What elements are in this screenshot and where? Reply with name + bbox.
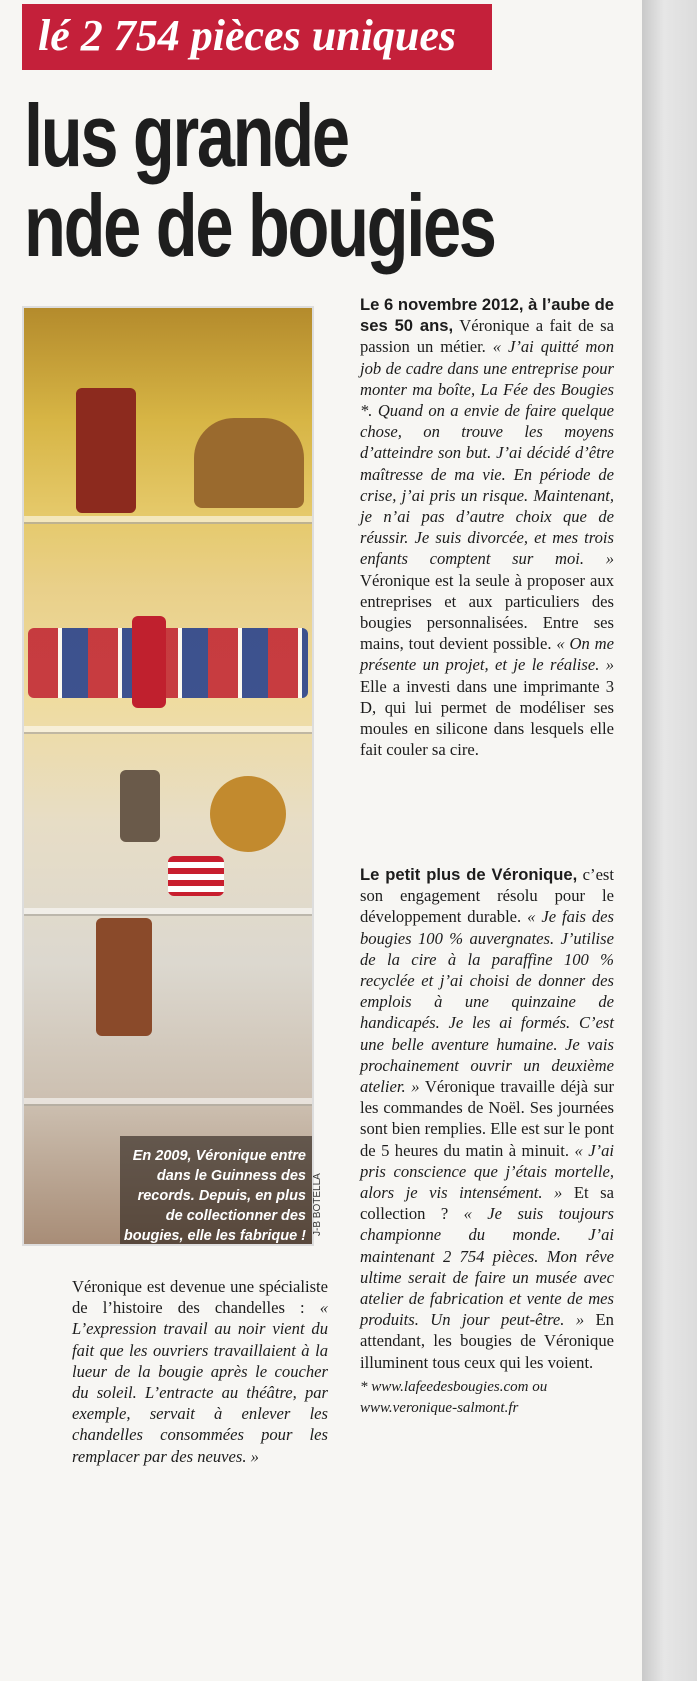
glass-shelf — [24, 726, 312, 734]
kicker-text: lé 2 754 pièces uniques — [38, 11, 456, 60]
article-column-right-top — [360, 294, 614, 760]
quote-text: « On me présente un projet, et je le réalise. » — [360, 634, 614, 675]
us-flag-candle — [168, 856, 224, 896]
page-edge — [642, 0, 697, 1681]
article-column-left-bottom — [72, 1276, 328, 1467]
article-column-right-bottom — [360, 864, 614, 1419]
quote-text: « Je fais des bougies 100 % auvergnates. J’utilise de la cire à la paraffine 100 % recyclée et j’ai choisi de donner des emplois à une quinzaine de handicapés. Je les ai formés. C’est une belle aventure humaine. Je vais prochainement ouvrir un deuxième atelier. » — [360, 907, 614, 1097]
headline-line-2: nde de bougies — [24, 176, 495, 275]
quote-text: « Je suis toujours championne du monde. J’ai maintenant 2 754 pièces. Mon rêve ultime serait de faire un musée avec atelier de fabrication et vente de mes produits. Un jour peut-être. » — [360, 1204, 614, 1330]
paragraph-text: Elle a investi dans une imprimante 3 D, qui lui permet de modéliser ses moules en silicone dans lesquels elle fait couler sa cire. — [360, 676, 614, 760]
article-paragraph-3 — [72, 1276, 328, 1467]
quote-text: « L’expression travail au noir vient du fait que les ouvriers travaillaient à la lueur de la bougie après le coucher du soleil. L’entracte au théâtre, par exemple, servait à enlever les chandelles consommées pour les remplacer par des neuves. » — [72, 1298, 328, 1466]
tower-candle — [96, 918, 152, 1036]
phone-box-candle — [132, 616, 166, 708]
glass-shelf — [24, 908, 312, 916]
paragraph-lead: Le 6 novembre 2012, à l’aube de ses 50 ans, — [360, 295, 614, 336]
paragraph-text: c’est son engagement résolu pour le développement durable. — [360, 865, 614, 927]
glass-shelf — [24, 516, 312, 524]
tin-candle — [120, 770, 160, 842]
paragraph-text: Et sa collection ? — [360, 1183, 614, 1224]
photo-caption: En 2009, Véronique entre dans le Guinness des records. Depuis, en plus de collectionner des bougies, elle les fabrique ! — [123, 1148, 306, 1244]
article-paragraph-2 — [360, 864, 614, 1373]
article-paragraph-1 — [360, 294, 614, 760]
union-jack-candles — [28, 628, 308, 698]
globe-candle — [210, 776, 286, 852]
quote-text: « J’ai quitté mon job de cadre dans une entreprise pour monter ma boîte, La Fée des Bougies *. Quand on a envie de faire quelque chose, on trouve les moyens d’atteindre son but. J’ai décidé d’être maîtresse de ma vie. En période de crise, j’ai pris un risque. Maintenant, je n’ai pas d’autre choix que de réussir. Je suis divorcée, et mes trois enfants comptent sur moi. » — [360, 337, 614, 569]
candle-collection-photo — [22, 306, 314, 1246]
paragraph-text: Véronique est la seule à proposer aux entreprises et aux particuliers des bougies personnalisées. Entre ses mains, tout devient possible. — [360, 570, 614, 654]
headline-line-1: lus grande — [24, 86, 348, 185]
hat-candle — [194, 418, 304, 508]
paragraph-text: Véronique a fait de sa passion un métier. — [360, 316, 614, 357]
footnote: * www.lafeedesbougies.com ou www.veronique-salmont.fr — [360, 1378, 548, 1416]
paragraph-text: Véronique est devenue une spécialiste de l’histoire des chandelles : — [72, 1277, 328, 1318]
paragraph-text: En attendant, les bougies de Véronique illuminent tous ceux qui les voient. — [360, 1310, 614, 1372]
boot-candle — [76, 388, 136, 513]
paragraph-text: Véronique travaille déjà sur les commandes de Noël. Ses journées sont bien remplies. Elle est sur le pont de 5 heures du matin à minuit. — [360, 1077, 615, 1160]
photo-credit: J-B BOTELLA — [312, 1173, 323, 1236]
photo-caption-box — [120, 1136, 314, 1244]
glass-shelf — [24, 1098, 312, 1106]
paragraph-lead: Le petit plus de Véronique, — [360, 865, 578, 884]
quote-text: « J’ai pris conscience que j’étais mortelle, alors je vis intensément. » — [360, 1140, 614, 1203]
kicker-banner — [22, 4, 492, 70]
